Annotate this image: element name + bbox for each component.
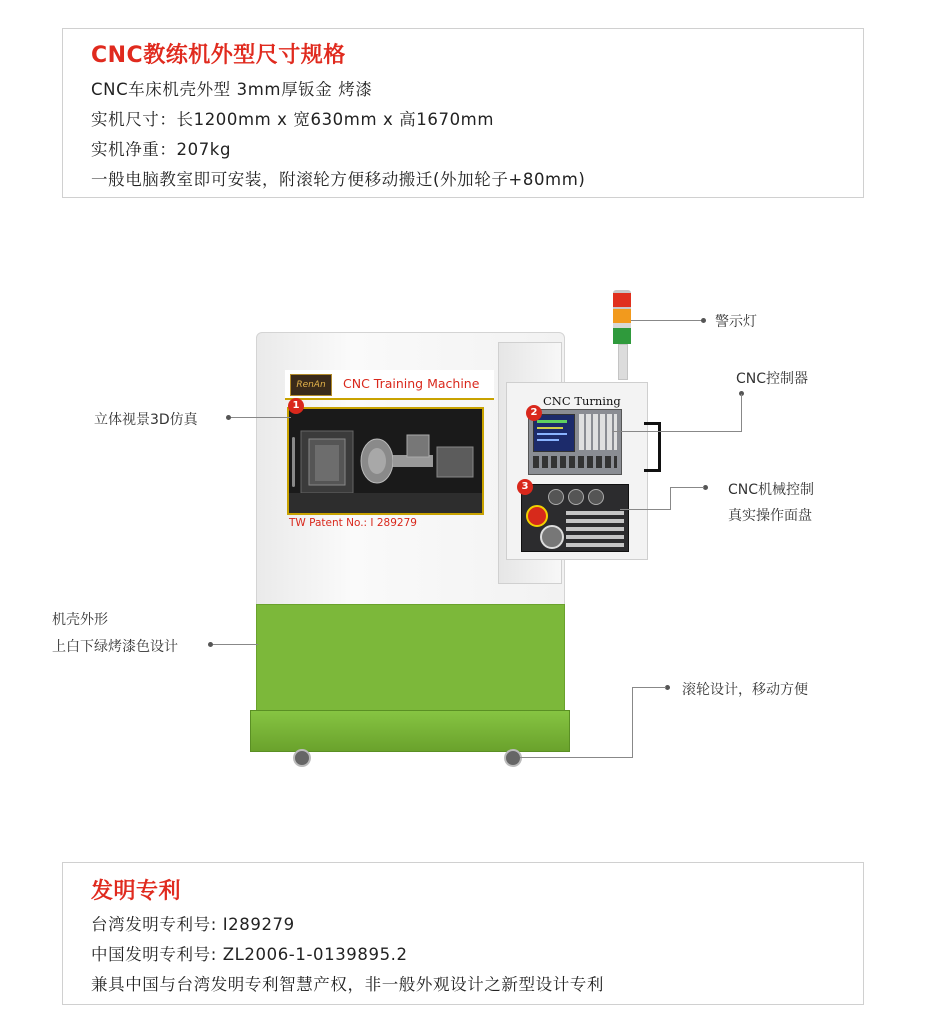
- spec-panel: [62, 28, 864, 198]
- dial-knob-2: [568, 489, 584, 505]
- dial-knob-3: [588, 489, 604, 505]
- spec-title: CNC教练机外型尺寸规格: [91, 43, 346, 68]
- callout-shell-line1: 机壳外形: [52, 612, 108, 628]
- callout-warning-light: 警示灯: [715, 314, 757, 330]
- patent-panel: [62, 862, 864, 1005]
- handwheel: [540, 525, 564, 549]
- door-handle: [292, 437, 295, 487]
- controller-handle: [644, 422, 661, 472]
- patent-line-1: 台湾发明专利号: I289279: [91, 915, 295, 934]
- controller-keypad: [579, 414, 617, 450]
- patent-line-2: 中国发明专利号: ZL2006-1-0139895.2: [91, 945, 408, 964]
- dial-knob-1: [548, 489, 564, 505]
- callout-wheels: 滚轮设计，移动方便: [682, 682, 808, 698]
- callout-shell-line2: 上白下绿烤漆色设计: [52, 639, 178, 655]
- lathe-3d-render: [289, 409, 482, 513]
- machine-lower-body: [256, 604, 565, 718]
- simulation-screen: [287, 407, 484, 515]
- machine-base: [250, 710, 570, 752]
- badge-2: 2: [526, 405, 542, 421]
- spec-line-2: 实机尺寸：长1200mm x 宽630mm x 高1670mm: [91, 110, 495, 129]
- button-grid: [566, 509, 624, 547]
- spec-line-1: CNC车床机壳外型 3mm厚钣金 烤漆: [91, 80, 373, 99]
- callout-mech-panel-line1: CNC机械控制: [728, 482, 815, 498]
- banner-title: CNC Training Machine: [343, 376, 480, 391]
- callout-cnc-controller: CNC控制器: [736, 371, 809, 387]
- patent-line-3: 兼具中国与台湾发明专利智慧产权，非一般外观设计之新型设计专利: [91, 975, 604, 994]
- wheel-right: [504, 749, 522, 767]
- brand-logo: RenAn: [290, 374, 332, 396]
- emergency-stop: [526, 505, 548, 527]
- callout-3d-simulation: 立体视景3D仿真: [94, 412, 198, 428]
- machine-banner: [285, 370, 494, 400]
- badge-3: 3: [517, 479, 533, 495]
- patent-title: 发明专利: [91, 879, 182, 904]
- spec-line-3: 实机净重：207kg: [91, 140, 232, 159]
- controller-screen: [533, 414, 575, 452]
- warning-light-red: [613, 293, 631, 307]
- warning-light-amber: [613, 309, 631, 323]
- mech-operation-panel: [521, 484, 629, 552]
- cnc-controller-panel: [528, 409, 622, 475]
- warning-light-green: [613, 328, 631, 344]
- callout-mech-panel-line2: 真实操作面盘: [728, 508, 812, 524]
- warning-light-tower: [613, 290, 631, 386]
- controller-title: CNC Turning: [543, 394, 621, 408]
- badge-1: 1: [288, 398, 304, 414]
- patent-label: TW Patent No.: I 289279: [289, 517, 417, 529]
- wheel-left: [293, 749, 311, 767]
- spec-line-4: 一般电脑教室即可安装，附滚轮方便移动搬迁(外加轮子+80mm): [91, 170, 586, 189]
